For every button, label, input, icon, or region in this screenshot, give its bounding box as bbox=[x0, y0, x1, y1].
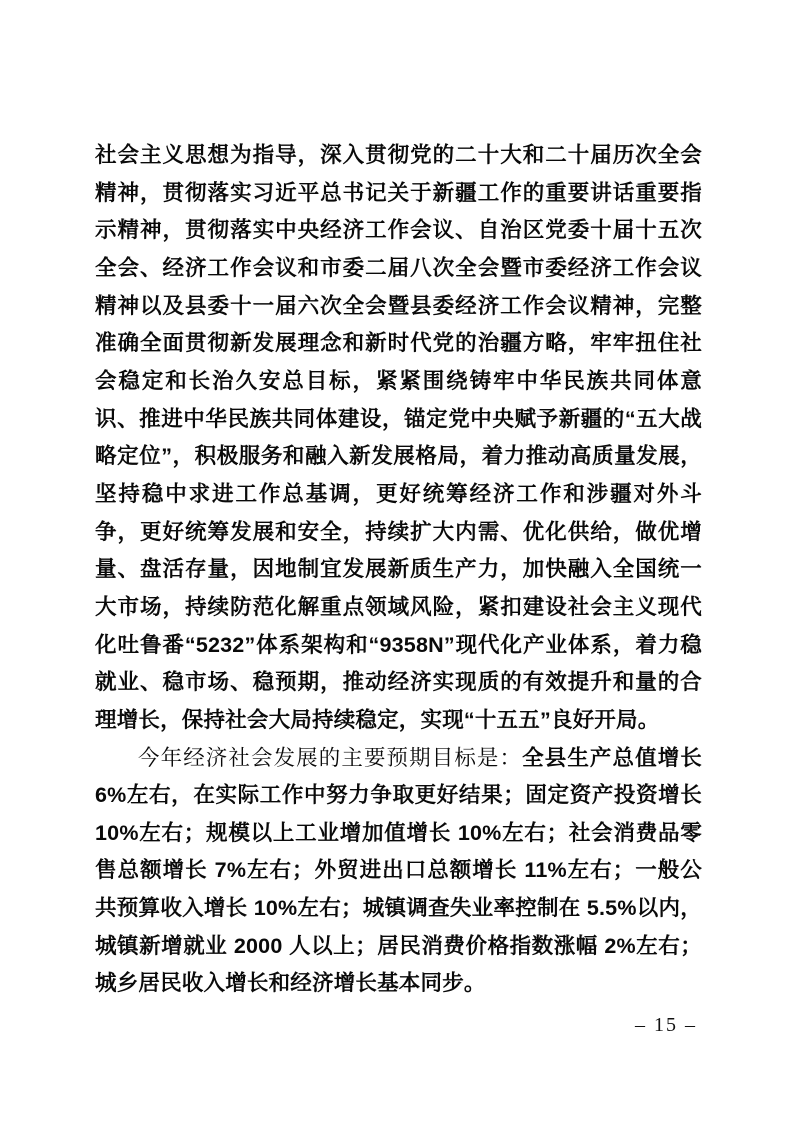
targets-lead-text: 今年经济社会发展的主要预期目标是： bbox=[138, 745, 523, 770]
page-number: – 15 – bbox=[635, 1014, 697, 1036]
targets-body-text: 全县生产总值增长 6%左右，在实际工作中努力争取更好结果；固定资产投资增长 10%左右；规模以上工业增加值增长 10%左右；社会消费品零售总额增长 7%左右；外贸进出口总额增长 11%左右；一般公共预算收入增长 10%左右；城镇调查失业率控制在 5.5%以内，城镇新增就业 2000 人以上；居民消费价格指数涨幅 2%左右；城乡居民收入增长和经济增长基本同步。 bbox=[95, 745, 702, 996]
body-text-block bbox=[95, 137, 702, 1003]
paragraph-guiding-ideology: 社会主义思想为指导，深入贯彻党的二十大和二十届历次全会精神，贯彻落实习近平总书记关于新疆工作的重要讲话重要指示精神，贯彻落实中央经济工作会议、自治区党委十届十五次全会、经济工作会议和市委二届八次全会暨市委经济工作会议精神以及县委十一届六次全会暨县委经济工作会议精神，完整准确全面贯彻新发展理念和新时代党的治疆方略，牢牢扭住社会稳定和长治久安总目标，紧紧围绕铸牢中华民族共同体意识、推进中华民族共同体建设，锚定党中央赋予新疆的“五大战略定位”，积极服务和融入新发展格局，着力推动高质量发展，坚持稳中求进工作总基调，更好统筹经济工作和涉疆对外斗争，更好统筹发展和安全，持续扩大内需、优化供给，做优增量、盘活存量，因地制宜发展新质生产力，加快融入全国统一大市场，持续防范化解重点领域风险，紧扣建设社会主义现代化吐鲁番“5232”体系架构和“9358N”现代化产业体系，着力稳就业、稳市场、稳预期，推动经济实现质的有效提升和量的合理增长，保持社会大局持续稳定，实现“十五五”良好开局。 bbox=[95, 143, 702, 732]
paragraph-annual-targets bbox=[95, 740, 702, 1004]
